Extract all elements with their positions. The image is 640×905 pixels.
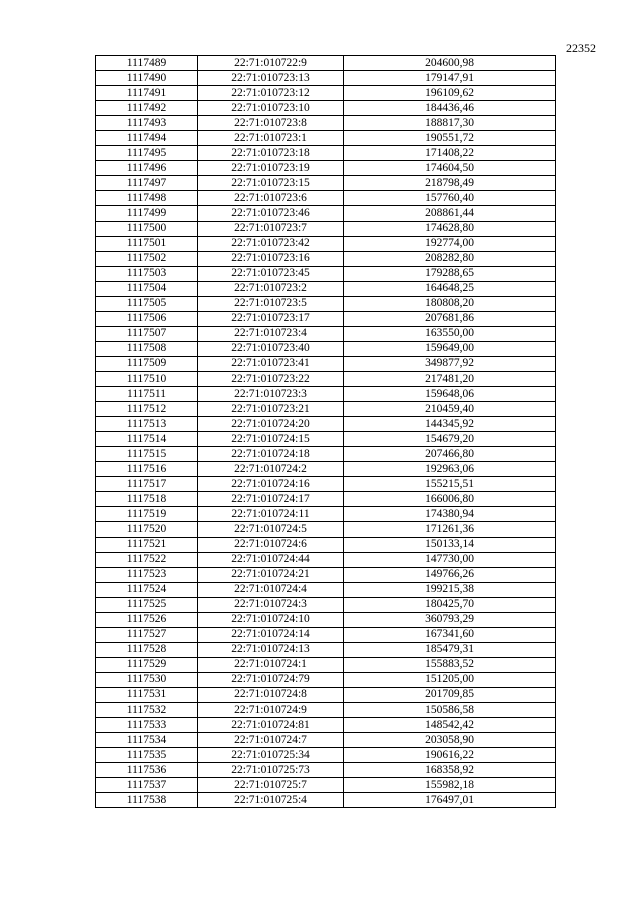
table-row (96, 537, 556, 552)
record-number-cell: 1117490 (96, 71, 198, 86)
record-number-cell: 1117522 (96, 552, 198, 567)
value-cell: 159649,00 (344, 341, 556, 356)
record-number-cell: 1117491 (96, 86, 198, 101)
record-number-cell: 1117512 (96, 402, 198, 417)
table-row (96, 447, 556, 462)
value-cell: 190616,22 (344, 748, 556, 763)
record-number-cell: 1117536 (96, 763, 198, 778)
cadastral-number-cell: 22:71:010723:21 (198, 402, 344, 417)
record-number-cell: 1117524 (96, 582, 198, 597)
table-row (96, 236, 556, 251)
cadastral-number-cell: 22:71:010724:5 (198, 522, 344, 537)
cadastral-number-cell: 22:71:010725:73 (198, 763, 344, 778)
record-number-cell: 1117507 (96, 326, 198, 341)
value-cell: 174628,80 (344, 221, 556, 236)
table-row (96, 266, 556, 281)
table-row (96, 492, 556, 507)
value-cell: 154679,20 (344, 432, 556, 447)
cadastral-number-cell: 22:71:010724:8 (198, 687, 344, 702)
record-number-cell: 1117526 (96, 612, 198, 627)
table-row (96, 763, 556, 778)
cadastral-number-cell: 22:71:010725:7 (198, 778, 344, 793)
cadastral-number-cell: 22:71:010723:46 (198, 206, 344, 221)
table-row (96, 582, 556, 597)
cadastral-number-cell: 22:71:010723:6 (198, 191, 344, 206)
value-cell: 155982,18 (344, 778, 556, 793)
cadastral-number-cell: 22:71:010723:1 (198, 131, 344, 146)
value-cell: 217481,20 (344, 371, 556, 386)
table-row (96, 642, 556, 657)
record-number-cell: 1117492 (96, 101, 198, 116)
cadastral-number-cell: 22:71:010723:8 (198, 116, 344, 131)
cadastral-number-cell: 22:71:010724:81 (198, 718, 344, 733)
value-cell: 188817,30 (344, 116, 556, 131)
cadastral-number-cell: 22:71:010724:44 (198, 552, 344, 567)
value-cell: 148542,42 (344, 718, 556, 733)
value-cell: 208282,80 (344, 251, 556, 266)
table-row (96, 612, 556, 627)
value-cell: 174380,94 (344, 507, 556, 522)
cadastral-number-cell: 22:71:010724:4 (198, 582, 344, 597)
value-cell: 144345,92 (344, 417, 556, 432)
record-number-cell: 1117521 (96, 537, 198, 552)
record-number-cell: 1117517 (96, 477, 198, 492)
cadastral-number-cell: 22:71:010724:18 (198, 447, 344, 462)
record-number-cell: 1117499 (96, 206, 198, 221)
table-row (96, 101, 556, 116)
cadastral-number-cell: 22:71:010723:3 (198, 387, 344, 402)
table-row (96, 748, 556, 763)
table-row (96, 417, 556, 432)
table-row (96, 672, 556, 687)
value-cell: 150586,58 (344, 703, 556, 718)
record-number-cell: 1117525 (96, 597, 198, 612)
value-cell: 149766,26 (344, 567, 556, 582)
cadastral-number-cell: 22:71:010723:7 (198, 221, 344, 236)
cadastral-number-cell: 22:71:010724:17 (198, 492, 344, 507)
value-cell: 180425,70 (344, 597, 556, 612)
value-cell: 203058,90 (344, 733, 556, 748)
cadastral-number-cell: 22:71:010724:15 (198, 432, 344, 447)
value-cell: 171261,36 (344, 522, 556, 537)
table-row (96, 718, 556, 733)
table-row (96, 733, 556, 748)
record-number-cell: 1117497 (96, 176, 198, 191)
cadastral-number-cell: 22:71:010723:19 (198, 161, 344, 176)
table-row (96, 522, 556, 537)
table-row (96, 627, 556, 642)
table-row (96, 552, 556, 567)
value-cell: 147730,00 (344, 552, 556, 567)
value-cell: 207466,80 (344, 447, 556, 462)
table-row (96, 161, 556, 176)
value-cell: 192963,06 (344, 462, 556, 477)
cadastral-number-cell: 22:71:010723:13 (198, 71, 344, 86)
table-row (96, 146, 556, 161)
value-cell: 210459,40 (344, 402, 556, 417)
value-cell: 159648,06 (344, 387, 556, 402)
value-cell: 196109,62 (344, 86, 556, 101)
value-cell: 174604,50 (344, 161, 556, 176)
record-number-cell: 1117533 (96, 718, 198, 733)
cadastral-number-cell: 22:71:010724:20 (198, 417, 344, 432)
value-cell: 192774,00 (344, 236, 556, 251)
table-row (96, 191, 556, 206)
cadastral-number-cell: 22:71:010724:7 (198, 733, 344, 748)
page-number: 22352 (566, 41, 596, 55)
cadastral-number-cell: 22:71:010724:79 (198, 672, 344, 687)
table-row (96, 71, 556, 86)
value-cell: 201709,85 (344, 687, 556, 702)
table-row (96, 387, 556, 402)
cadastral-number-cell: 22:71:010725:34 (198, 748, 344, 763)
record-number-cell: 1117503 (96, 266, 198, 281)
value-cell: 180808,20 (344, 296, 556, 311)
record-number-cell: 1117535 (96, 748, 198, 763)
value-cell: 167341,60 (344, 627, 556, 642)
cadastral-number-cell: 22:71:010723:16 (198, 251, 344, 266)
value-cell: 204600,98 (344, 56, 556, 71)
record-number-cell: 1117508 (96, 341, 198, 356)
record-number-cell: 1117519 (96, 507, 198, 522)
record-number-cell: 1117520 (96, 522, 198, 537)
cadastral-number-cell: 22:71:010723:45 (198, 266, 344, 281)
record-number-cell: 1117532 (96, 703, 198, 718)
value-cell: 171408,22 (344, 146, 556, 161)
value-cell: 184436,46 (344, 101, 556, 116)
table-row (96, 341, 556, 356)
cadastral-number-cell: 22:71:010724:11 (198, 507, 344, 522)
cadastral-number-cell: 22:71:010724:3 (198, 597, 344, 612)
table-row (96, 703, 556, 718)
record-number-cell: 1117510 (96, 371, 198, 386)
cadastral-number-cell: 22:71:010724:13 (198, 642, 344, 657)
record-number-cell: 1117531 (96, 687, 198, 702)
table-row (96, 567, 556, 582)
record-number-cell: 1117515 (96, 447, 198, 462)
cadastral-number-cell: 22:71:010724:2 (198, 462, 344, 477)
cadastral-number-cell: 22:71:010723:15 (198, 176, 344, 191)
table-row (96, 356, 556, 371)
cadastral-number-cell: 22:71:010724:14 (198, 627, 344, 642)
value-cell: 155883,52 (344, 657, 556, 672)
cadastral-number-cell: 22:71:010723:42 (198, 236, 344, 251)
value-cell: 360793,29 (344, 612, 556, 627)
record-number-cell: 1117516 (96, 462, 198, 477)
cadastral-number-cell: 22:71:010724:1 (198, 657, 344, 672)
value-cell: 208861,44 (344, 206, 556, 221)
cadastral-number-cell: 22:71:010723:17 (198, 311, 344, 326)
record-number-cell: 1117511 (96, 387, 198, 402)
record-number-cell: 1117505 (96, 296, 198, 311)
record-number-cell: 1117496 (96, 161, 198, 176)
record-number-cell: 1117504 (96, 281, 198, 296)
table-row (96, 778, 556, 793)
record-number-cell: 1117495 (96, 146, 198, 161)
value-cell: 155215,51 (344, 477, 556, 492)
cadastral-number-cell: 22:71:010723:40 (198, 341, 344, 356)
cadastral-number-cell: 22:71:010723:5 (198, 296, 344, 311)
value-cell: 176497,01 (344, 793, 556, 808)
cadastral-number-cell: 22:71:010723:12 (198, 86, 344, 101)
table-row (96, 251, 556, 266)
cadastral-number-cell: 22:71:010724:9 (198, 703, 344, 718)
table-row (96, 326, 556, 341)
table-row (96, 793, 556, 808)
record-number-cell: 1117514 (96, 432, 198, 447)
value-cell: 190551,72 (344, 131, 556, 146)
value-cell: 179147,91 (344, 71, 556, 86)
record-number-cell: 1117534 (96, 733, 198, 748)
value-cell: 163550,00 (344, 326, 556, 341)
cadastral-number-cell: 22:71:010723:2 (198, 281, 344, 296)
record-number-cell: 1117494 (96, 131, 198, 146)
record-number-cell: 1117509 (96, 356, 198, 371)
table-row (96, 296, 556, 311)
table-row (96, 86, 556, 101)
cadastral-number-cell: 22:71:010723:4 (198, 326, 344, 341)
value-cell: 166006,80 (344, 492, 556, 507)
record-number-cell: 1117518 (96, 492, 198, 507)
value-cell: 185479,31 (344, 642, 556, 657)
table-row (96, 221, 556, 236)
table-row (96, 371, 556, 386)
table-row (96, 402, 556, 417)
record-number-cell: 1117538 (96, 793, 198, 808)
record-number-cell: 1117501 (96, 236, 198, 251)
value-cell: 157760,40 (344, 191, 556, 206)
value-cell: 218798,49 (344, 176, 556, 191)
value-cell: 199215,38 (344, 582, 556, 597)
table-row (96, 206, 556, 221)
table-row (96, 597, 556, 612)
record-number-cell: 1117506 (96, 311, 198, 326)
value-cell: 349877,92 (344, 356, 556, 371)
record-number-cell: 1117529 (96, 657, 198, 672)
value-cell: 168358,92 (344, 763, 556, 778)
table-row (96, 432, 556, 447)
value-cell: 151205,00 (344, 672, 556, 687)
value-cell: 164648,25 (344, 281, 556, 296)
record-number-cell: 1117502 (96, 251, 198, 266)
cadastral-number-cell: 22:71:010724:10 (198, 612, 344, 627)
table-row (96, 657, 556, 672)
table-row (96, 176, 556, 191)
record-number-cell: 1117527 (96, 627, 198, 642)
cadastral-number-cell: 22:71:010723:10 (198, 101, 344, 116)
table-row (96, 687, 556, 702)
cadastral-number-cell: 22:71:010724:16 (198, 477, 344, 492)
record-number-cell: 1117489 (96, 56, 198, 71)
cadastral-number-cell: 22:71:010723:18 (198, 146, 344, 161)
record-number-cell: 1117493 (96, 116, 198, 131)
table-row (96, 131, 556, 146)
record-number-cell: 1117500 (96, 221, 198, 236)
table-row (96, 281, 556, 296)
table-row (96, 311, 556, 326)
table-row (96, 477, 556, 492)
registry-table (95, 55, 556, 808)
table-row (96, 116, 556, 131)
value-cell: 150133,14 (344, 537, 556, 552)
cadastral-number-cell: 22:71:010722:9 (198, 56, 344, 71)
record-number-cell: 1117530 (96, 672, 198, 687)
record-number-cell: 1117513 (96, 417, 198, 432)
registry-table-body (96, 56, 556, 808)
record-number-cell: 1117528 (96, 642, 198, 657)
table-row (96, 56, 556, 71)
record-number-cell: 1117523 (96, 567, 198, 582)
table-row (96, 507, 556, 522)
value-cell: 207681,86 (344, 311, 556, 326)
cadastral-number-cell: 22:71:010724:6 (198, 537, 344, 552)
cadastral-number-cell: 22:71:010724:21 (198, 567, 344, 582)
cadastral-number-cell: 22:71:010723:22 (198, 371, 344, 386)
value-cell: 179288,65 (344, 266, 556, 281)
cadastral-number-cell: 22:71:010725:4 (198, 793, 344, 808)
record-number-cell: 1117498 (96, 191, 198, 206)
cadastral-number-cell: 22:71:010723:41 (198, 356, 344, 371)
table-row (96, 462, 556, 477)
record-number-cell: 1117537 (96, 778, 198, 793)
